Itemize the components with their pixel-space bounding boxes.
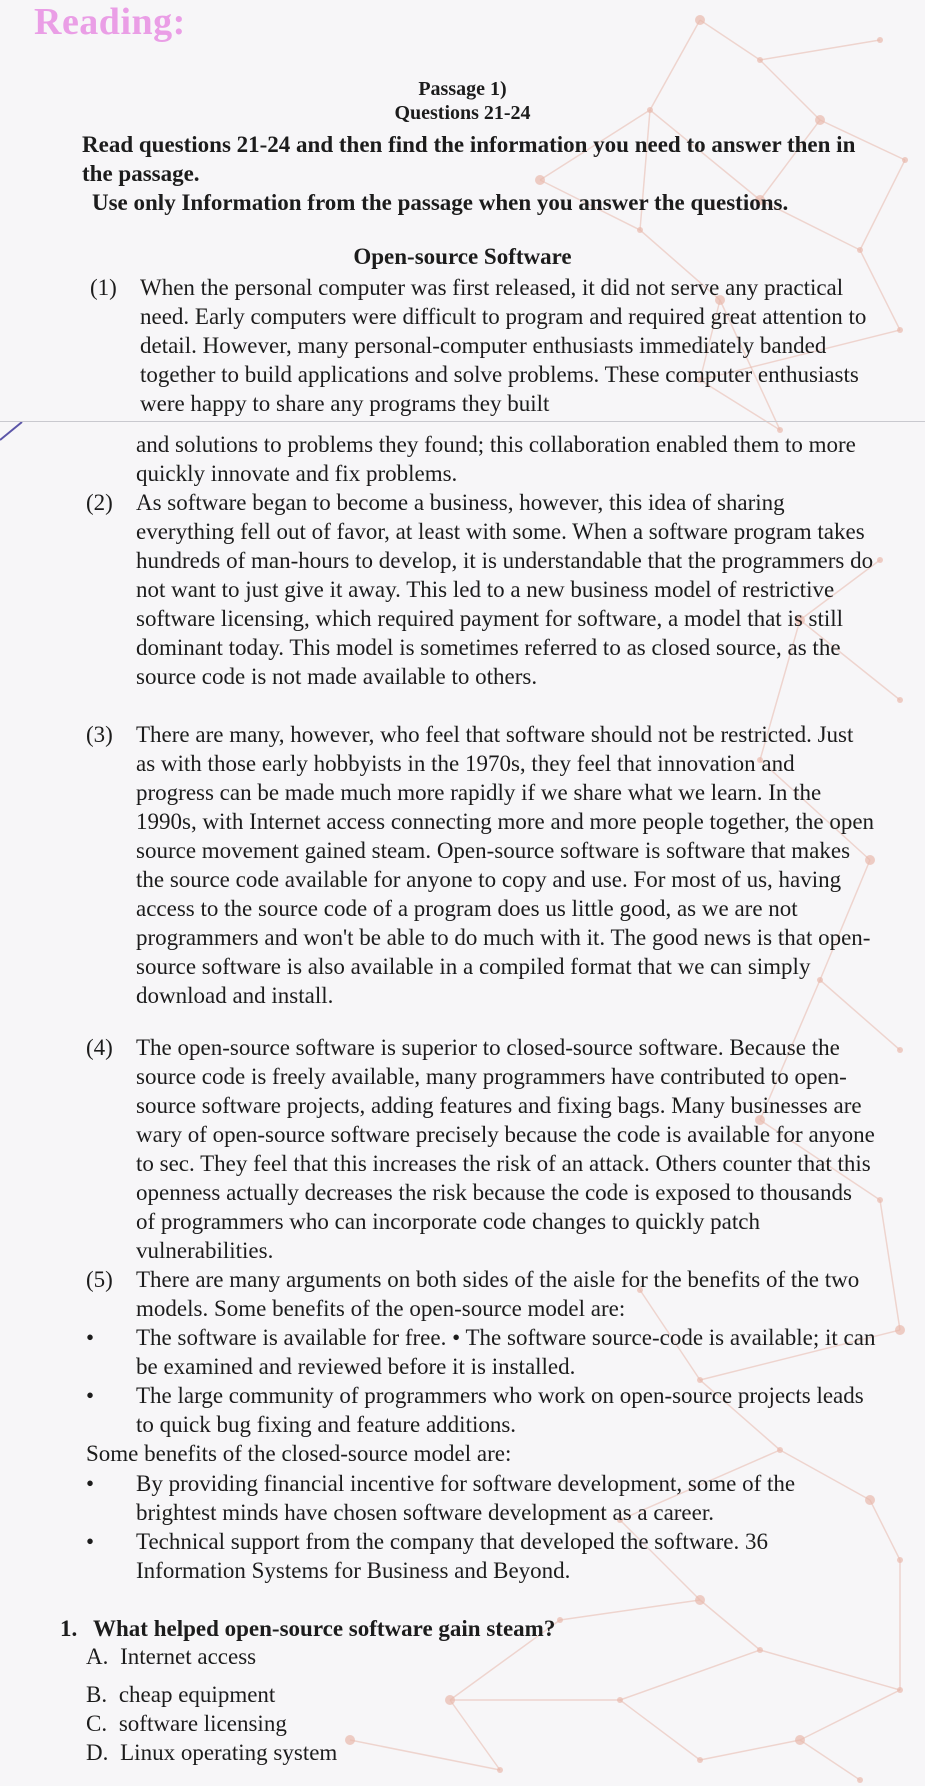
network-line <box>620 1700 700 1760</box>
network-line <box>760 40 880 60</box>
option-text: Linux operating system <box>120 1740 338 1765</box>
closed-source-intro: Some benefits of the closed-source model are: <box>86 1441 512 1466</box>
network-line <box>350 1740 500 1770</box>
question-1 <box>60 1614 860 1643</box>
network-node <box>795 1735 805 1745</box>
paragraph-text: There are many arguments on both sides of the aisle for the benefits of the two models. Some benefits of the open-source model are: <box>136 1267 860 1321</box>
option-letter: D. <box>86 1740 109 1765</box>
network-node <box>757 57 763 63</box>
network-line <box>760 1650 900 1690</box>
bullet-icon: • <box>86 1325 95 1350</box>
paragraph-number: (3) <box>86 722 113 747</box>
network-node <box>895 1325 905 1335</box>
passage-title: Open-source Software <box>353 244 572 269</box>
questions-label: Questions 21-24 <box>394 102 531 124</box>
option-letter: B. <box>86 1682 108 1707</box>
network-node <box>897 1687 903 1693</box>
paragraph-text: As software began to become a business, however, this idea of sharing everything fell out of favor, at least with some. When a software program takes hundreds of man-hours to develop, it is understandable that the programmers do not want to just give it away. This led to a new business model of restrictive software licensing, which required payment for software, a model that is still dominant today. This model is sometimes referred to as closed source, as the source code is not made available to others. <box>136 490 874 689</box>
network-line <box>880 1200 900 1330</box>
page-heading: Reading: <box>34 1 186 43</box>
list-item-text: The large community of programmers who work on open-source projects leads to quick bug fixing and feature additions. <box>136 1383 864 1437</box>
answer-option-b[interactable] <box>86 1680 275 1709</box>
paragraph-text: There are many, however, who feel that software should not be restricted. Just as with those early hobbyists in the 1970s, they feel that innovation and progress can be made much more rapidly if we share what we learn. In the 1990s, with Internet access connecting more and more people together, the open source movement gained steam. Open-source software is software that makes the source code available for anyone to copy and use. For most of us, having access to the source code of a program does us little good, as we are not programmers and won't be able to do much with it. The good news is that open-source software is also available in a compiled format that we can simply download and install. <box>136 722 875 1008</box>
answer-option-a[interactable] <box>86 1642 256 1671</box>
option-text: cheap equipment <box>118 1682 276 1707</box>
bullet-icon: • <box>86 1383 95 1408</box>
bullet-icon: • <box>86 1471 95 1496</box>
option-letter: A. <box>86 1644 109 1669</box>
answer-option-d[interactable] <box>86 1738 337 1767</box>
bullet-icon: • <box>86 1529 95 1554</box>
network-line <box>450 1700 500 1770</box>
passage-label: Passage 1) <box>418 78 507 100</box>
network-node <box>497 1767 503 1773</box>
question-text: What helped open-source software gain steam? <box>93 1616 556 1641</box>
question-number: 1. <box>60 1616 78 1641</box>
list-item <box>86 1469 876 1527</box>
network-node <box>897 1557 903 1563</box>
network-node <box>877 37 883 43</box>
list-item-text: By providing financial incentive for software development, some of the brightest minds have chosen software development as a career. <box>136 1471 796 1525</box>
answer-option-c[interactable] <box>86 1709 287 1738</box>
network-node <box>445 1695 455 1705</box>
option-text: software licensing <box>118 1711 287 1736</box>
paragraph-number: (2) <box>86 490 113 515</box>
paragraph-number: (1) <box>90 275 117 300</box>
edge-accent-line <box>0 422 22 440</box>
paragraph-number: (5) <box>86 1267 113 1292</box>
network-node <box>637 227 643 233</box>
paragraph-4 <box>86 1033 876 1265</box>
page-divider <box>0 421 925 422</box>
network-line <box>700 20 760 60</box>
paragraph-text: and solutions to problems they found; this collaboration enabled them to more quickly innovate and fix problems. <box>136 432 856 486</box>
list-item <box>86 1323 876 1381</box>
list-item-text: Technical support from the company that developed the software. 36 Information Systems for Business and Beyond. <box>136 1529 768 1583</box>
paragraph-text: When the personal computer was first released, it did not serve any practical need. Early computers were difficult to program and required great attention to detail. However, many personal-computer enthusiasts immediately banded together to build applications and solve problems. These computer enthusiasts were happy to share any programs they built <box>140 275 867 416</box>
network-node <box>697 1757 703 1763</box>
network-node <box>757 1647 763 1653</box>
instructions-line-2: Use only Information from the passage when you answer the questions. <box>92 190 789 215</box>
paragraph-1-continuation <box>86 430 876 488</box>
list-item <box>86 1527 876 1585</box>
network-node <box>897 327 903 333</box>
list-item-text: The software is available for free. • The software source-code is available; it can be examined and reviewed before it is installed. <box>136 1325 876 1379</box>
network-node <box>695 1595 705 1605</box>
network-node <box>617 1697 623 1703</box>
network-line <box>700 1740 800 1760</box>
network-node <box>345 1735 355 1745</box>
paragraph-3 <box>86 720 876 1010</box>
network-node <box>902 157 908 163</box>
option-letter: C. <box>86 1711 108 1736</box>
network-line <box>800 1740 860 1780</box>
network-node <box>877 1197 883 1203</box>
paragraph-5 <box>86 1265 876 1323</box>
network-node <box>877 557 883 563</box>
list-item <box>86 1381 876 1439</box>
network-node <box>897 1047 903 1053</box>
paragraph-2 <box>86 488 876 691</box>
network-line <box>620 1650 760 1700</box>
network-line <box>800 1690 900 1740</box>
network-node <box>897 697 903 703</box>
instructions-line-1: Read questions 21-24 and then find the information you need to answer then in the passage. <box>82 132 856 186</box>
network-node <box>857 1777 863 1783</box>
paragraph-number: (4) <box>86 1035 113 1060</box>
option-text: Internet access <box>120 1644 257 1669</box>
paragraph-1 <box>90 273 880 418</box>
paragraph-text: The open-source software is superior to closed-source software. Because the source code is freely available, many programmers have contributed to open-source software projects, adding features and fixing bags. Many businesses are wary of open-source software precisely because the code is available for anyone to sec. They feel that this increases the risk of an attack. Others counter that this openness actually decreases the risk because the code is exposed to thousands of programmers who can incorporate code changes to quickly patch vulnerabilities. <box>136 1035 875 1263</box>
network-node <box>695 15 705 25</box>
